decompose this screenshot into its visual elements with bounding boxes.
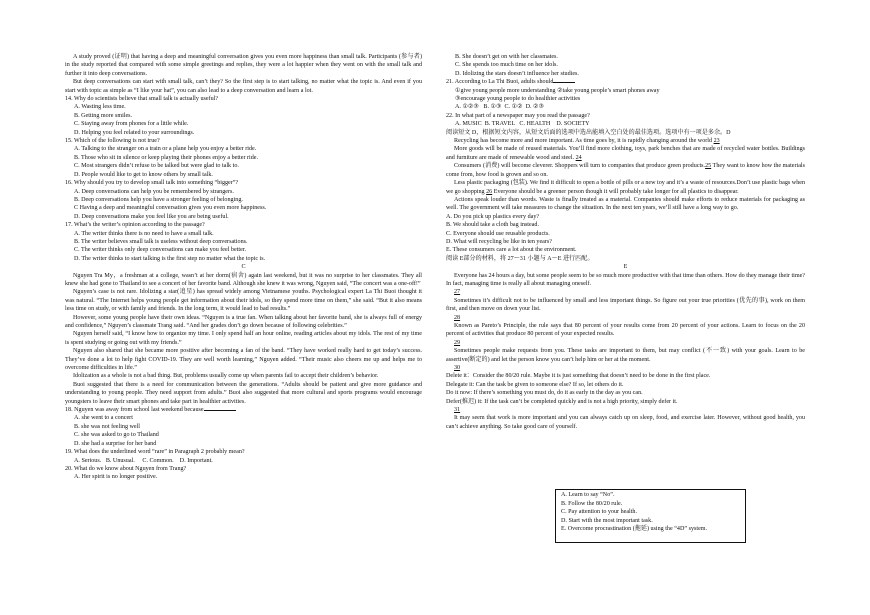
option: A. Do you pick up plastics every day?: [446, 213, 540, 220]
option: A. The writer thinks there is no need to have a small talk.: [74, 230, 214, 237]
option: A. MUSIC B. TRAVEL C. HEALTH D. SOCIETY: [455, 121, 590, 128]
blank-number: 25: [705, 163, 712, 170]
option: B. Getting more smiles.: [74, 112, 133, 119]
paragraph: Idolization as a whole is not a bad thing. But, problems usually come up when parents fail to accept their children’s behavior.: [73, 373, 379, 380]
paragraph: It may seem that work is more important and you can always catch up on sleep, food, and exercise later. However, without good health, you can’t achieve anything. So take good care of yourself.: [446, 415, 805, 430]
paragraph: Nguyen’s case is not rare. Idolizing a star(追星) has spread widely among Vietnamese youths. Psychological expert La Thi Buoi thought it was natural. “The Internet helps young people get information about their idols, so they spend more time on them,” she said. “But it also means less time on study, or with family and friends. In the long term, it would lead to bad results.”: [65, 289, 422, 313]
option: D. Helping you feel related to your surroundings.: [74, 129, 195, 136]
option-box-item: C. Pay attention to your health.: [561, 509, 637, 516]
option: C. Most strangers didn’t refuse to be talked but were glad to talk to.: [74, 163, 239, 170]
paragraph: More goods will be made of reused materials. You’ll find more clothing, toys, park benches that are made of recycled water bottles. Buildings and furniture are made of renewable wood and steel. 24: [446, 146, 805, 161]
option: D. she had a surprise for her band: [74, 440, 157, 447]
option: A. Her spirit is no longer positive.: [74, 474, 158, 481]
choice-item: ①give young people more understanding ②take young people’s smart phones away: [455, 87, 660, 94]
option: C. she was asked to go to Thailand: [74, 432, 159, 439]
option: D. Idolizing the stars doesn’t influence her studies.: [455, 70, 579, 77]
blank-number: 28: [454, 314, 461, 321]
blank-number: 27: [454, 289, 461, 296]
option-box-item: B. Follow the 80/20 rule.: [561, 500, 623, 507]
list-item: Do it now: If there’s something you must do, do it as early in the day as you can.: [446, 390, 643, 397]
paragraph: Nguyen Tra My，a freshman at a college, wasn’t at her dorm(宿舍) again last weekend, but it was no surprise to her classmates. They all knew she had gone to Thailand to see a concert of her favorite band. Although she knew it was wrong, Nguyen said, “The concert was a one-off!”: [65, 272, 422, 287]
option: A. Deep conversations can help you be remembered by strangers.: [74, 188, 234, 195]
paragraph: A study proved (证明) that having a deep and meaningful conversation gives you even more happiness than small talk. Participants (参与者) in the study reported that compared with some simple greetings and replies, they were a lot happier when they went on with the small talk and further it into deep conversations.: [65, 54, 422, 77]
blank-line: [446, 314, 805, 322]
blank-line: [446, 364, 805, 372]
paragraph: Consumers (消费) will become cleverer. Shoppers will turn to companies that produce green products.25 They want to know how the materials come from, how food is grown and so on.: [446, 163, 805, 178]
blank-number: 26: [486, 188, 493, 195]
blank-number: 24: [575, 154, 582, 161]
question-22: 22. In what part of a newspaper may you read the passage?: [446, 112, 590, 119]
option-box-item: E. Overcome procrastination (拖延) using the “4D” system.: [561, 526, 708, 533]
paragraph: Sometimes people make requests from you. These tasks are important to them, but may conflict (不一致) with your goals. Learn to be assertive(断定的) and let the person know you can’t help him or her at the moment.: [446, 348, 805, 363]
list-item: Defer(推迟) it: If the task can’t be completed quickly and is not a high priority, simply defer it.: [446, 398, 678, 405]
paragraph: Recycling has become more and more important. As time goes by, it is rapidly changing around the world 23: [454, 138, 720, 145]
question-18: 18. Nguyen was away from school last weekend because: [65, 406, 422, 414]
option: B. Deep conversations help you have a stronger feeling of belonging.: [74, 196, 243, 203]
blank-line: [446, 406, 805, 414]
option: D. The writer thinks to start talking is the first step no matter what the topic is.: [74, 255, 266, 262]
section-heading-c: C: [241, 264, 246, 271]
answer-blank: [553, 82, 575, 83]
paragraph: Buoi suggested that there is a need for communication between the generations. “Adults should be patient and give more guidance and understanding to young people. They need support from adults.” Buoi also suggested that more cultural and sports programs would encourage youngsters to leave their smart phones and take part in healthier activities.: [65, 381, 422, 405]
choice-item: ③encourage young people to do healthier activities: [455, 96, 581, 103]
option: C. Staying away from phones for a little while.: [74, 121, 189, 128]
blank-number: 29: [454, 339, 461, 346]
option: B. Those who sit in silence or keep playing their phones enjoy a better ride.: [74, 154, 259, 161]
option: D. What will recycling be like in ten years?: [446, 238, 552, 245]
list-item: Delete it：Consider the 80/20 rule. Maybe it is just something that doesn’t need to be done in the first place.: [446, 373, 711, 380]
option: B. She doesn’t get on with her classmates.: [455, 54, 558, 60]
option: B. she was not feeling well: [74, 423, 141, 430]
paragraph: Less plastic packaging (包装). We find it difficult to open a bottle of pills or a new toy and it’s a waste of resources.Don’t use plastic bags when we go shopping 26 Everyone should be a greener person though it will probably take longer for all plastics to disappear.: [446, 180, 806, 195]
paragraph: Nguyen herself said, “I know how to organize my time. I only spend half an hour online, reading articles about my idols. The rest of my time is spent studying or going out with my friends.”: [65, 331, 422, 346]
option: C. She spends too much time on her idols.: [455, 62, 558, 69]
option: D. Deep conversations make you feel like you are being useful.: [74, 213, 229, 220]
answer-blank: [204, 410, 236, 411]
blank-line: [446, 339, 805, 347]
option: D. People would like to get to know others by small talk.: [74, 171, 213, 178]
question-19: 19. What does the underlined word “rare” in Paragraph 2 probably mean?: [65, 449, 245, 456]
question-14: 14. Why do scientists believe that small talk is actually useful?: [65, 96, 219, 103]
question-15: 15. Which of the following is not true?: [65, 138, 160, 145]
blank-number: 30: [454, 365, 461, 372]
list-item: Delegate it: Can the task be given to someone else? If so, let others do it.: [446, 381, 624, 388]
option-box: [555, 489, 746, 543]
option: A. ①②③ B. ①③ C. ①② D. ②③: [455, 104, 544, 111]
option-box-item: A. Learn to say “No”.: [561, 492, 615, 498]
question-16: 16. Why should you try to develop small talk into something “bigger”?: [65, 180, 239, 187]
question-17: 17. What’s the writer’s opinion according to the passage?: [65, 222, 205, 229]
option: C. The writer thinks only deep conversations can make you feel better.: [74, 247, 246, 254]
left-column: [65, 53, 422, 482]
section-heading-e: E: [623, 264, 628, 271]
blank-number: 31: [454, 407, 461, 414]
paragraph: But deep conversations can start with small talk, can’t they? So the first step is to start talking, no matter what the topic is. And even if you start with topic as simple as “I like your hat”, you can also lead to a deep conversation and learn a lot.: [65, 79, 422, 94]
instruction-d: 阅读短文 D，根据短文内容，从短文后面的选项中选出能填入空白处的最佳选项。选项中有一项是多余。D: [446, 129, 731, 136]
option: C Having a deep and meaningful conversation gives you even more happiness.: [74, 205, 267, 212]
blank-number: 23: [713, 138, 720, 145]
option-box-item: D. Start with the most important task.: [561, 517, 653, 524]
option: A. Wasting less time.: [74, 104, 126, 111]
paragraph: Actions speak louder than words. Waste is finally treated as a material. Companies should make efforts to reduce materials for packaging as well. The government will take measures to change the situation. In the next ten years, we’ll still have a long way to go.: [446, 196, 805, 212]
paragraph: Everyone has 24 hours a day, but some people seem to be so much more productive with that time than others. How do they manage their time? In fact, managing time is really all about managing oneself.: [446, 272, 805, 287]
paragraph: Nguyen also shared that she became more positive after becoming a fan of the band. “They have worked really hard to get today’s success. They’ve done a lot to help fight COVID-19. They are well worth learning,” Nguyen added. “Their music also cheers me up and helps me to overcome difficulties in life.”: [65, 348, 422, 372]
option: A. Talking to the stranger on a train or a plane help you enjoy a better ride.: [74, 146, 257, 153]
option: B. We should take a cloth bag instead.: [446, 222, 539, 229]
paragraph: Sometimes it’s difficult not to be influenced by small and less important things. So figure out your true priorities (优先的事), work on them first, and then move on down your list.: [446, 297, 805, 313]
option: B. The writer believes small talk is useless without deep conversations.: [74, 238, 248, 245]
option: A. she went to a concert: [74, 415, 133, 422]
option: A. Serious. B. Unusual. C. Common. D. Important.: [74, 457, 213, 464]
right-column: [446, 53, 805, 431]
blank-line: [446, 288, 805, 296]
option: C. Everyone should use reusable products.: [446, 230, 550, 237]
paragraph: Known as Pareto’s Principle, the rule says that 80 percent of your results come from 20 percent of your actions. Learn to focus on the 20 percent of activities that produce 80 percent of your expected results.: [446, 323, 805, 338]
paragraph: However, some young people have their own ideas. “Nguyen is a true fan. When talking about her favorite band, she is always full of energy and confidence,” Nguyen’s classmate Trang said. “And her grades don’t go down because of following celebrities.”: [65, 314, 422, 329]
question-21: 21. According to La Thi Buoi, adults should: [446, 78, 805, 86]
option: E. These consumers care a lot about the environment.: [446, 247, 577, 254]
instruction-e: 阅读 E部分的材料，将 27～31 小题与 A～E 进行匹配。: [446, 255, 594, 262]
question-20: 20. What do we know about Nguyen from Trang?: [65, 465, 187, 472]
